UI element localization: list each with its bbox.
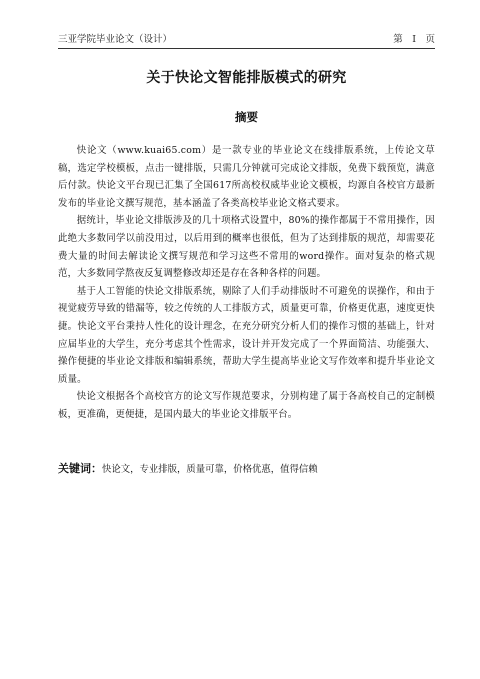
abstract-paragraph-3: 基于人工智能的快论文排版系统，剔除了人们手动排版时不可避免的误操作，和由于视觉疲劳导致的错漏等，较之传统的人工排版方式，质量更可靠，价格更优惠，速度更快捷。快论文平台秉持人性化的设计理念，在充分研究分析人们的操作习惯的基础上，针对应届毕业的大学生，充分考虑其个性需求，设计并开发完成了一个界面简洁、功能强大、操作便捷的毕业论文排版和编辑系统，帮助大学生提高毕业论文写作效率和提升毕业论文质量。 xyxy=(58,285,435,385)
header-divider xyxy=(58,48,435,49)
page-header xyxy=(58,33,435,47)
header-page-number: 第 I 页 xyxy=(393,34,435,45)
abstract-paragraph-1: 快论文（www.kuai65.com）是一款专业的毕业论文在线排版系统，上传论文草稿，选定学校模板，点击一键排版，只需几分钟就可完成论文排版，免费下载预览，满意后付款。快论文平台现已汇集了全国617所高校权威毕业论文模板，均源自各校官方最新发布的毕业论文撰写规范，基本涵盖了各类高校毕业论文格式要求。 xyxy=(58,145,435,209)
keywords-label: 关键词 xyxy=(58,462,91,475)
keywords-text: 快论文，专业排版，质量可靠，价格优惠，值得信赖 xyxy=(102,464,318,475)
abstract-paragraph-4: 快论文根据各个高校官方的论文写作规范要求，分别构建了属于各高校自己的定制模板，更准确，更便捷，是国内最大的毕业论文排版平台。 xyxy=(58,391,435,420)
paper-title: 关于快论文智能排版模式的研究 xyxy=(146,70,347,86)
keywords-line xyxy=(58,460,435,479)
keywords-separator: ： xyxy=(91,462,102,475)
header-school-title: 三亚学院毕业论文（设计） xyxy=(58,34,173,45)
abstract-heading: 摘要 xyxy=(235,110,258,124)
abstract-paragraph-2: 据统计，毕业论文排版涉及的几十项格式设置中，80%的操作都属于不常用操作，因此绝大多数同学以前没用过，以后用到的概率也很低，但为了达到排版的规范，却需要花费大量的时间去解读论文撰写规范和学习这些不常用的word操作。面对复杂的格式规范，大多数同学熬夜反复调整修改却还是存在各种各样的问题。 xyxy=(58,215,435,280)
abstract-body xyxy=(58,142,435,424)
